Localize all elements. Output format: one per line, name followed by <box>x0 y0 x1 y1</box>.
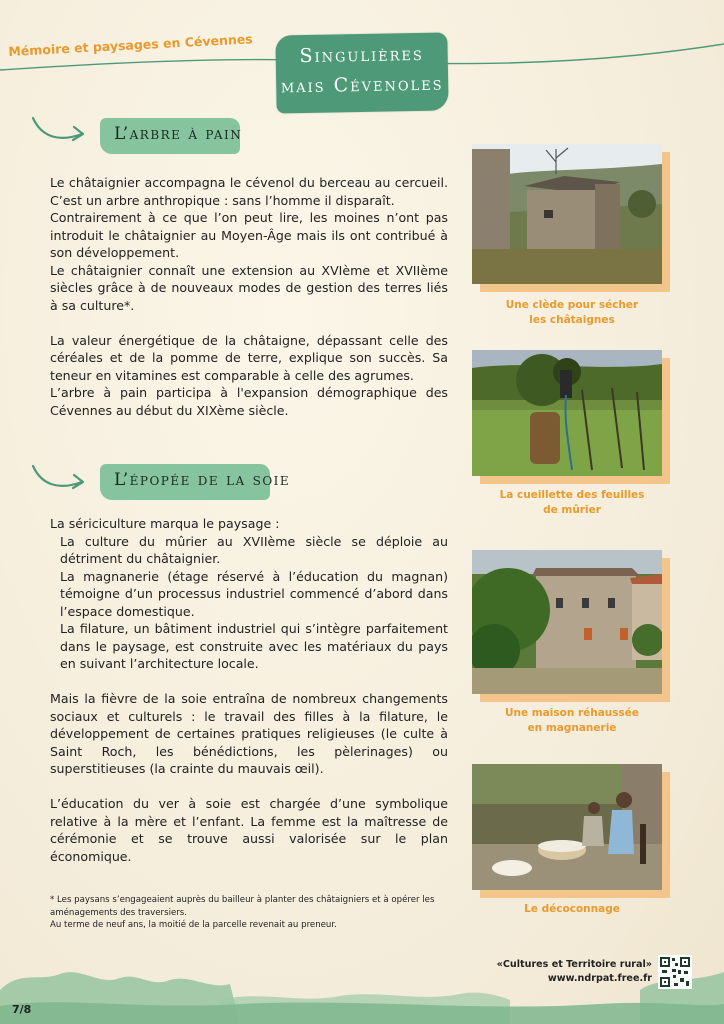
caption-line: Le décoconnage <box>524 903 620 915</box>
section-soie-body <box>50 515 448 865</box>
photo-cueillette-image <box>472 350 662 476</box>
footnote <box>50 894 452 932</box>
photo-maison <box>472 550 662 694</box>
photo-caption <box>472 902 672 917</box>
page-number: 7/8 <box>12 1003 32 1016</box>
page-title-box <box>275 33 448 114</box>
qr-code-icon[interactable] <box>658 955 692 989</box>
photo-decoconnage <box>472 764 662 890</box>
caption-line: de mûrier <box>543 504 601 516</box>
caption-line: en magnanerie <box>527 722 617 734</box>
page-title-line2: mais Cévenoles <box>280 72 444 98</box>
photo-caption <box>472 706 672 736</box>
page-title <box>275 39 448 102</box>
arrow-icon <box>30 112 88 146</box>
photo-decoconnage-image <box>472 764 662 890</box>
section-arbre-body <box>50 174 448 419</box>
paragraph: La filature, un bâtiment industriel qui s’intègre parfaitement dans le paysage, est construite avec les matériaux du pays en suivant l’architecture locale. <box>60 621 448 671</box>
caption-line: les châtaignes <box>529 314 615 326</box>
credit-link[interactable]: www.ndrpat.free.fr <box>547 973 652 984</box>
footnote-line2: Au terme de neuf ans, la moitié de la parcelle revenait au preneur. <box>50 920 337 930</box>
paragraph: La culture du mûrier au XVIIème siècle se déploie au détriment du châtaignier. <box>60 533 448 566</box>
arrow-icon <box>30 460 88 494</box>
section-heading-arbre-text: L’arbre à pain <box>114 124 243 144</box>
credits <box>497 958 652 986</box>
paragraph: Mais la fièvre de la soie entraîna de nombreux changements sociaux et culturels : le travail des filles à la filature, le développement de certaines pratiques religieuses (le culte à Saint Roch, les bénédictions, les pèlerinages) ou superstitieuses (la crainte du mauvais œil). <box>50 691 448 776</box>
photo-maison-image <box>472 550 662 694</box>
series-title: Mémoire et paysages en Cévennes <box>8 31 254 59</box>
paragraph: Contrairement à ce que l’on peut lire, les moines n’ont pas introduit le châtaignier au Moyen-Âge mais ils ont contribué à son développement. <box>50 210 448 260</box>
caption-line: Une maison réhaussée <box>504 707 640 719</box>
paragraph: L’arbre à pain participa à l'expansion démographique des Cévennes au début du XIXème siècle. <box>50 385 448 418</box>
section-heading-soie <box>100 464 291 500</box>
caption-line: Une clède pour sécher <box>505 299 639 311</box>
caption-line: La cueillette des feuilles <box>499 489 645 501</box>
section-heading-arbre <box>100 118 243 154</box>
footnote-line1: * Les paysans s’engageaient auprès du bailleur à planter des châtaigniers et à opérer les aménagements des traversiers. <box>50 895 435 918</box>
paragraph: Le châtaignier accompagna le cévenol du berceau au cercueil. C’est un arbre anthropique : sans l’homme il disparaît. <box>50 175 448 208</box>
paragraph: La sériciculture marqua le paysage : <box>50 516 280 531</box>
section-heading-soie-text: L’épopée de la soie <box>114 470 291 490</box>
paragraph: La valeur énergétique de la châtaigne, dépassant celle des céréales et de la pomme de terre, explique son succès. Sa teneur en vitamines est comparable à celle des agrumes. <box>50 332 448 383</box>
paragraph: L’éducation du ver à soie est chargée d’une symbolique relative à la mère et l’enfant. La femme est la maîtresse de cérémonie et se trouve aussi valorisée sur le plan économique. <box>50 796 448 864</box>
photo-caption <box>472 488 672 518</box>
photo-caption <box>472 298 672 328</box>
page-title-line1: Singulières <box>299 42 425 68</box>
photo-clede-image <box>472 144 662 284</box>
credit-line: «Cultures et Territoire rural» <box>496 959 652 970</box>
photo-cueillette <box>472 350 662 476</box>
photo-clede <box>472 144 662 284</box>
paragraph: La magnanerie (étage réservé à l’éducation du magnan) témoigne d’un processus industriel commencé d’abord dans l’espace domestique. <box>60 568 448 619</box>
paragraph: Le châtaignier connaît une extension au XVIème et XVIIème siècles grâce à de nouveaux modes de gestion des terres liés à sa culture*. <box>50 262 448 313</box>
